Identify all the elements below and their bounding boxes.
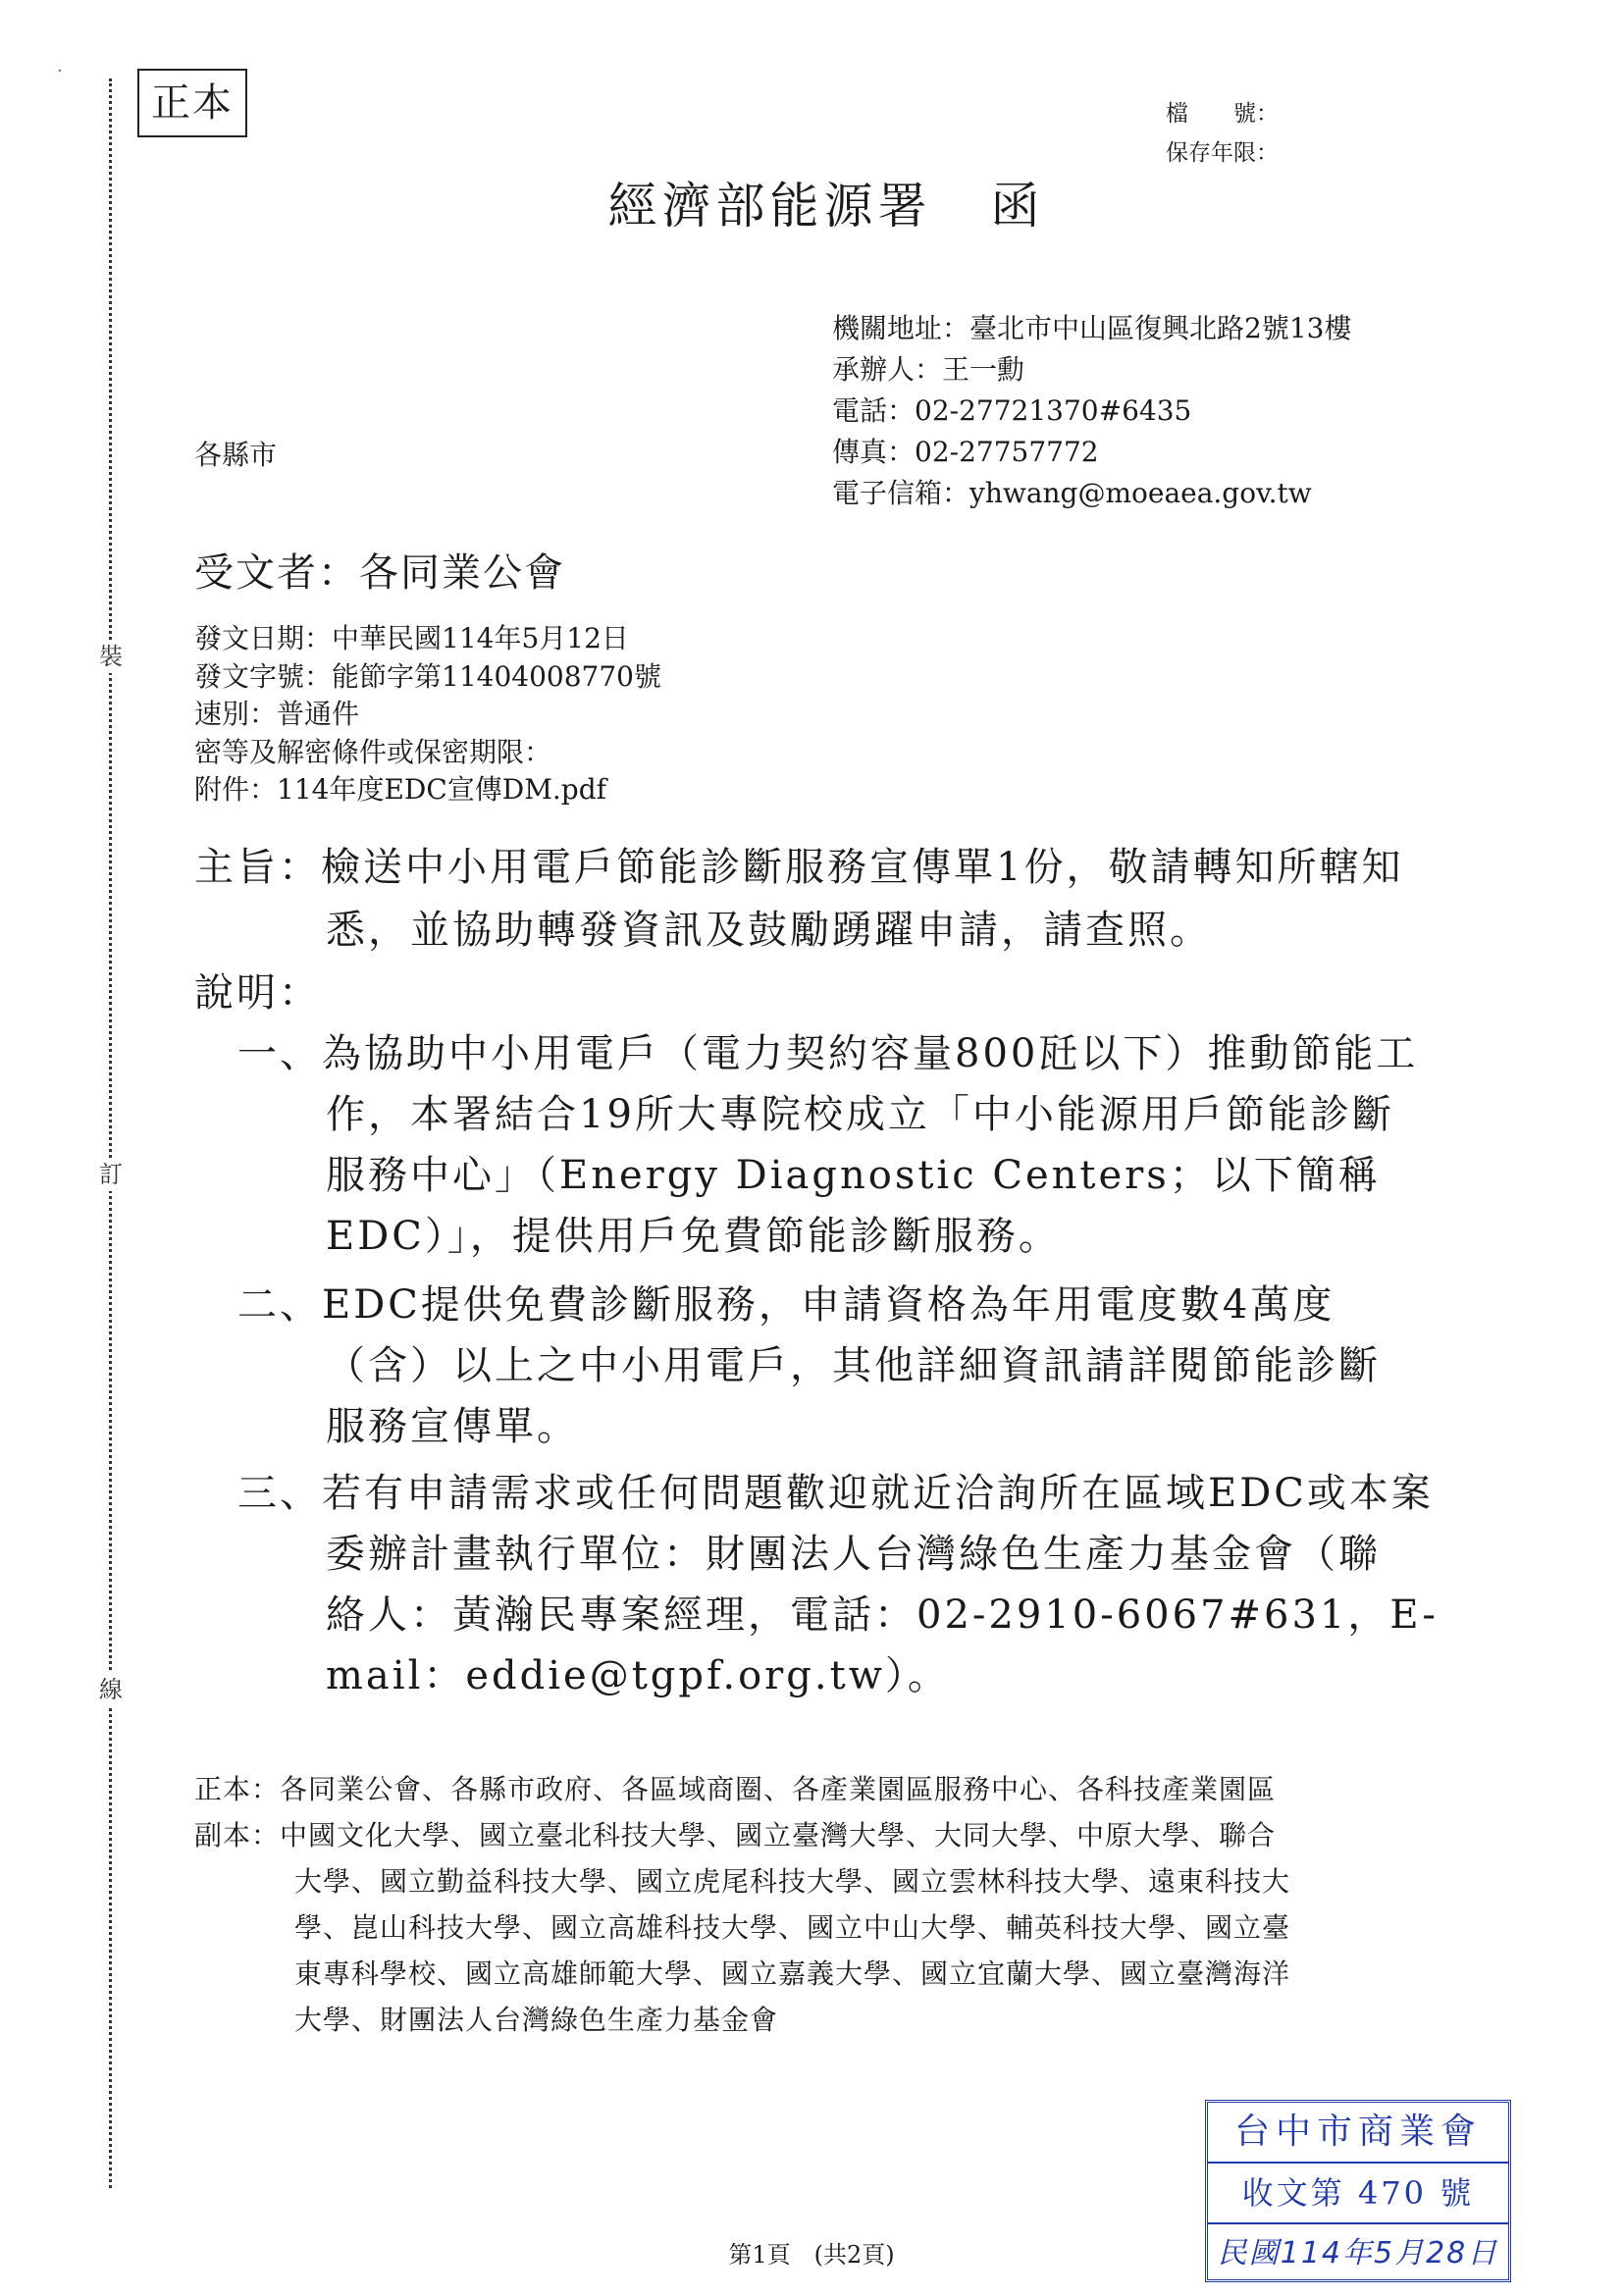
stamp-organization: 台中市商業會 (1208, 2103, 1508, 2164)
address-line: 各縣市 (194, 439, 278, 471)
copy-recipients-line: 大學、國立勤益科技大學、國立虎尾科技大學、國立雲林科技大學、遠東科技大 (294, 1865, 1291, 1898)
explanation-item-3-line: 絡人：黃瀚民專案經理，電話：02-2910-6067#631，E- (326, 1592, 1439, 1638)
binding-line (109, 78, 112, 2188)
delivery-speed: 速別：普通件 (194, 698, 360, 730)
explanation-heading: 說明： (194, 970, 321, 1016)
document-metadata (194, 620, 661, 809)
handler: 承辦人：王一勳 (832, 353, 1025, 386)
copy-recipients-line: 副本：中國文化大學、國立臺北科技大學、國立臺灣大學、大同大學、中原大學、聯合 (194, 1819, 1277, 1852)
original-copy-mark: 正本 (137, 69, 247, 137)
retention-period: 保存年限： (1166, 140, 1279, 166)
fax: 傳真：02-27757772 (832, 436, 1099, 468)
subject-line: 主旨：檢送中小用電戶節能診斷服務宣傳單1份，敬請轉知所轄知 (194, 845, 1404, 890)
scan-speck: · (57, 61, 63, 81)
explanation-item-2-line: （含）以上之中小用電戶，其他詳細資訊請詳閱節能診斷 (326, 1343, 1381, 1388)
attachment: 附件：114年度EDC宣傳DM.pdf (194, 773, 606, 806)
copy-recipients-line: 學、崑山科技大學、國立高雄科技大學、國立中山大學、輔英科技大學、國立臺 (294, 1911, 1291, 1944)
binding-mark-xian: 線 (94, 1673, 128, 1706)
explanation-item-1-line: EDC）」，提供用戶免費節能診斷服務。 (326, 1214, 1061, 1259)
stamp-received-number: 收文第 470 號 (1208, 2164, 1508, 2224)
explanation-item-1-line: 作，本署結合19所大專院校成立「中小能源用戶節能診斷 (326, 1092, 1394, 1137)
explanation-item-3-line: mail：eddie@tgpf.org.tw）。 (326, 1653, 950, 1698)
agency-address: 機關地址：臺北市中山區復興北路2號13樓 (832, 312, 1352, 344)
agency-name: 經濟部能源署 (607, 178, 932, 235)
page-number: 第1頁 (共2頁) (728, 2241, 895, 2269)
secrecy-level: 密等及解密條件或保密期限： (194, 735, 552, 768)
document-number: 發文字號：能節字第11404008770號 (194, 659, 661, 693)
email: 電子信箱：yhwang@moeaea.gov.tw (832, 477, 1312, 509)
document-type: 函 (990, 178, 1045, 235)
document-title (0, 167, 1623, 237)
file-number: 檔 號： (1166, 101, 1279, 127)
explanation-item-1-line: 服務中心」（Energy Diagnostic Centers；以下簡稱 (326, 1153, 1381, 1198)
explanation-item-2-line: 服務宣傳單。 (326, 1404, 579, 1449)
distribution-list (194, 1766, 1290, 2043)
phone: 電話：02-27721370#6435 (832, 394, 1192, 427)
recipient: 受文者：各同業公會 (194, 550, 565, 596)
issue-date: 發文日期：中華民國114年5月12日 (194, 622, 629, 654)
subject-line: 悉，並協助轉發資訊及鼓勵踴躍申請，請查照。 (326, 908, 1212, 953)
explanation-item-3-line: 委辦計畫執行單位：財團法人台灣綠色生產力基金會（聯 (326, 1532, 1381, 1577)
explanation-item-1-line: 一、為協助中小用電戶（電力契約容量800瓩以下）推動節能工 (237, 1031, 1419, 1076)
file-info (1166, 94, 1279, 173)
explanation-item-3-line: 三、若有申請需求或任何問題歡迎就近洽詢所在區域EDC或本案 (237, 1471, 1434, 1516)
copy-recipients-line: 東專科學校、國立高雄師範大學、國立嘉義大學、國立宜蘭大學、國立臺灣海洋 (294, 1957, 1291, 1990)
binding-mark-zhuang: 裝 (94, 640, 128, 673)
binding-mark-ding: 訂 (94, 1158, 128, 1191)
agency-contact-block (832, 308, 1351, 514)
original-recipients: 正本：各同業公會、各縣市政府、各區域商圈、各產業園區服務中心、各科技產業園區 (194, 1773, 1277, 1805)
explanation-item-2-line: 二、EDC提供免費診斷服務，申請資格為年用電度數4萬度 (237, 1282, 1335, 1328)
stamp-date: 民國114年5月28日 (1217, 2236, 1499, 2270)
copy-recipients-line: 大學、財團法人台灣綠色生產力基金會 (294, 2004, 779, 2036)
